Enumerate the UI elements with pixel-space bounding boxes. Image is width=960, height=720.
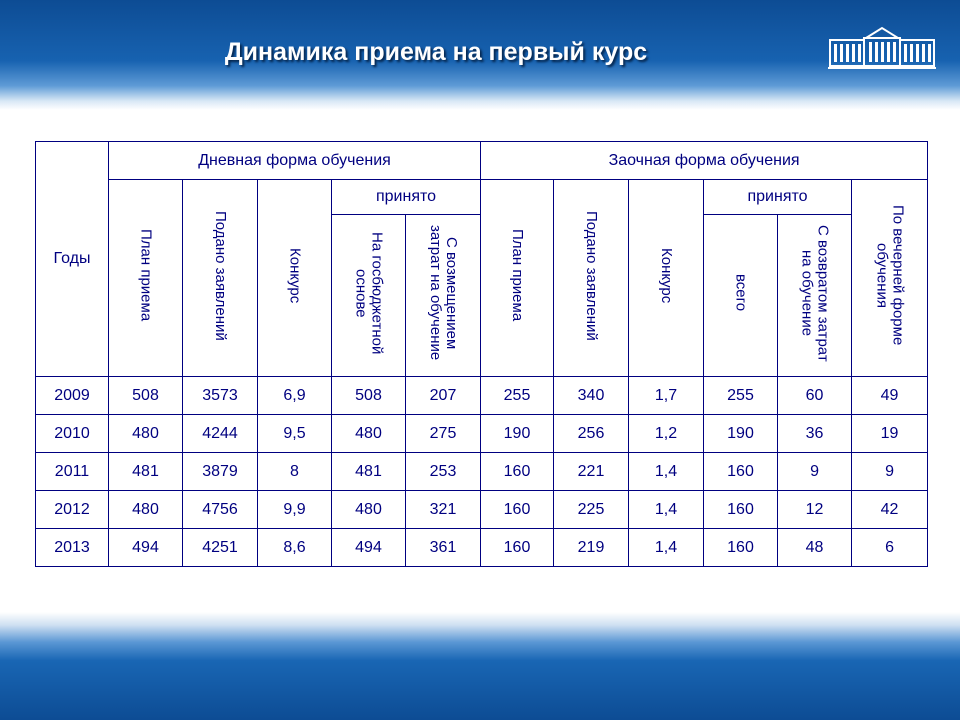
distance-paid-header: С возвратом затрат на обучение — [778, 215, 852, 377]
value-cell: 481 — [109, 453, 183, 491]
year-cell: 2013 — [36, 529, 109, 567]
value-cell: 9,5 — [258, 415, 332, 453]
day-competition-header: Конкурс — [258, 180, 332, 377]
table-body — [36, 377, 928, 567]
value-cell: 160 — [704, 453, 778, 491]
day-budget-header: На госбюджетной основе — [332, 215, 406, 377]
value-cell: 1,4 — [629, 491, 704, 529]
value-cell: 361 — [406, 529, 481, 567]
day-plan-header: План приема — [109, 180, 183, 377]
value-cell: 9 — [852, 453, 928, 491]
value-cell: 160 — [481, 453, 554, 491]
day-form-header: Дневная форма обучения — [109, 142, 481, 180]
value-cell: 494 — [109, 529, 183, 567]
value-cell: 1,7 — [629, 377, 704, 415]
value-cell: 275 — [406, 415, 481, 453]
value-cell: 36 — [778, 415, 852, 453]
value-cell: 190 — [481, 415, 554, 453]
value-cell: 1,4 — [629, 453, 704, 491]
value-cell: 1,2 — [629, 415, 704, 453]
distance-form-header: Заочная форма обучения — [481, 142, 928, 180]
value-cell: 255 — [704, 377, 778, 415]
value-cell: 480 — [109, 491, 183, 529]
admission-table — [35, 141, 928, 567]
years-header: Годы — [36, 142, 109, 377]
value-cell: 49 — [852, 377, 928, 415]
value-cell: 42 — [852, 491, 928, 529]
value-cell: 321 — [406, 491, 481, 529]
value-cell: 207 — [406, 377, 481, 415]
value-cell: 160 — [704, 529, 778, 567]
table-row — [36, 529, 928, 567]
table-row — [36, 377, 928, 415]
value-cell: 253 — [406, 453, 481, 491]
value-cell: 480 — [332, 415, 406, 453]
value-cell: 481 — [332, 453, 406, 491]
value-cell: 8 — [258, 453, 332, 491]
value-cell: 1,4 — [629, 529, 704, 567]
value-cell: 6,9 — [258, 377, 332, 415]
value-cell: 225 — [554, 491, 629, 529]
value-cell: 3573 — [183, 377, 258, 415]
value-cell: 4244 — [183, 415, 258, 453]
distance-total-header: всего — [704, 215, 778, 377]
value-cell: 4756 — [183, 491, 258, 529]
value-cell: 9 — [778, 453, 852, 491]
table-row — [36, 415, 928, 453]
value-cell: 219 — [554, 529, 629, 567]
value-cell: 256 — [554, 415, 629, 453]
value-cell: 160 — [481, 529, 554, 567]
table-row — [36, 491, 928, 529]
year-cell: 2009 — [36, 377, 109, 415]
value-cell: 508 — [332, 377, 406, 415]
value-cell: 19 — [852, 415, 928, 453]
day-applications-header: Подано заявлений — [183, 180, 258, 377]
value-cell: 494 — [332, 529, 406, 567]
value-cell: 48 — [778, 529, 852, 567]
value-cell: 480 — [109, 415, 183, 453]
value-cell: 255 — [481, 377, 554, 415]
value-cell: 340 — [554, 377, 629, 415]
year-cell: 2010 — [36, 415, 109, 453]
evening-form-header: По вечерней форме обучения — [852, 180, 928, 377]
university-building-icon — [826, 24, 938, 70]
distance-competition-header: Конкурс — [629, 180, 704, 377]
table-row — [36, 453, 928, 491]
value-cell: 12 — [778, 491, 852, 529]
distance-plan-header: План приема — [481, 180, 554, 377]
value-cell: 508 — [109, 377, 183, 415]
value-cell: 9,9 — [258, 491, 332, 529]
day-paid-header: С возмещением затрат на обучение — [406, 215, 481, 377]
value-cell: 60 — [778, 377, 852, 415]
year-cell: 2011 — [36, 453, 109, 491]
value-cell: 3879 — [183, 453, 258, 491]
footer-band — [0, 612, 960, 720]
year-cell: 2012 — [36, 491, 109, 529]
day-accepted-header: принято — [332, 180, 481, 215]
value-cell: 160 — [481, 491, 554, 529]
value-cell: 190 — [704, 415, 778, 453]
slide-title: Динамика приема на первый курс — [224, 38, 648, 66]
value-cell: 6 — [852, 529, 928, 567]
value-cell: 480 — [332, 491, 406, 529]
value-cell: 8,6 — [258, 529, 332, 567]
value-cell: 160 — [704, 491, 778, 529]
distance-applications-header: Подано заявлений — [554, 180, 629, 377]
value-cell: 221 — [554, 453, 629, 491]
distance-accepted-header: принято — [704, 180, 852, 215]
value-cell: 4251 — [183, 529, 258, 567]
